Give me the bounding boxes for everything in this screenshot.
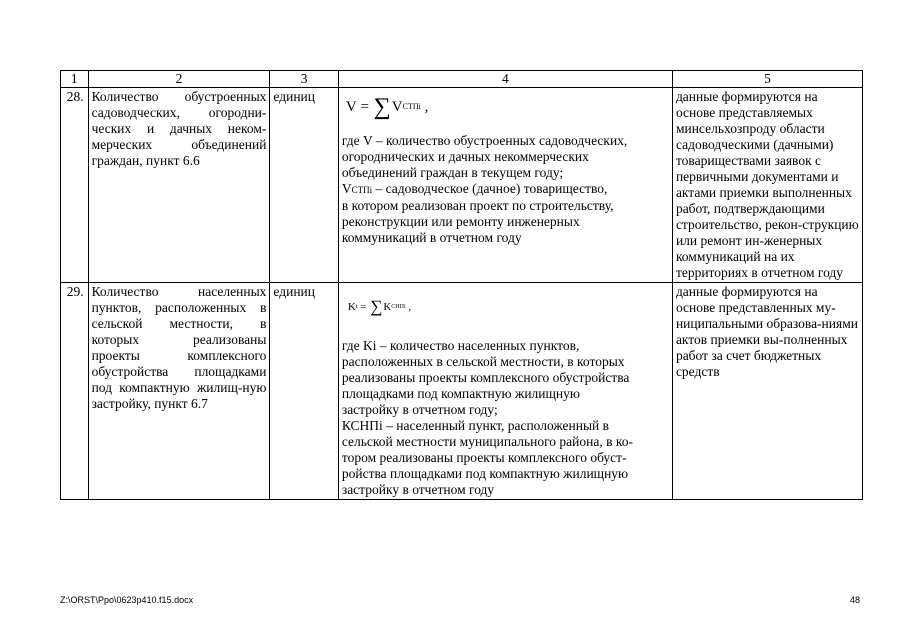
formula-tail: , (405, 301, 412, 313)
formula-sub: СТПi (402, 102, 421, 111)
indicator-name: Количество населенных пунктов, расположенных в сельской местности, в которых реализованы проекты комплексного обустройства площадками под компактную жилищ-ную застройку, пункт 6.7 (88, 283, 270, 500)
table-row (61, 283, 863, 500)
formula-description (342, 133, 669, 246)
unit-cell: единиц (270, 88, 338, 283)
file-path: Z:\ORST\Ppo\0623p410.f15.docx (60, 595, 194, 605)
description-line: ройства площадками под компактную жилищную (341, 466, 629, 481)
page-number: 48 (849, 595, 860, 605)
description-line: где Ki – количество населенных пунктов, (341, 338, 580, 353)
description-line: КСНПi – населенный пункт, расположенный в (341, 418, 610, 433)
description-line: огороднических и дачных некоммерческих (341, 149, 589, 164)
var-symbol: V (341, 181, 352, 196)
var-text: – садоводческое (дачное) товарищество, (372, 181, 608, 196)
formula-var: V (391, 99, 403, 115)
indicator-name: Количество обустроенных садоводческих, огородни-ческих и дачных неком-мерческих объединений граждан, пункт 6.6 (88, 88, 270, 283)
description-line: застройку в отчетном году (341, 482, 495, 497)
unit-cell: единиц (270, 283, 338, 500)
formula-cell (338, 88, 672, 283)
data-source: данные формируются на основе представленных му-ниципальными образова-ниями актов приемки вы-полненных работ за счет бюджетных средств (672, 283, 862, 500)
var-sub: СТПi (351, 185, 373, 195)
formula-description (342, 338, 669, 498)
formula-var: K (383, 301, 392, 313)
description-line: реконструкции или ремонту инженерных (341, 214, 580, 229)
formula (342, 284, 669, 330)
description-line: в котором реализован проект по строительству, (341, 198, 614, 213)
sum-symbol: ∑ (370, 297, 383, 316)
formula-sub: СНПi (391, 304, 406, 310)
formula-lhs: K (347, 301, 356, 313)
description-line: расположенных в сельской местности, в которых (341, 354, 625, 369)
formula-lhs: V (345, 99, 357, 115)
table-header-row (61, 71, 863, 88)
description-line: объединений граждан в текущем году; (341, 165, 564, 180)
description-line: площадками под компактную жилищную (341, 386, 580, 401)
description-line: застройку в отчетном году; (341, 402, 498, 417)
column-header: 4 (338, 71, 672, 88)
description-line (342, 181, 669, 198)
data-source: данные формируются на основе представляемых минсельхозпроду области садоводческими (дачными) товариществами заявок с первичными документами и актами приемки выполненных работ, подтверждающими строительство, рекон-струкцию или ремонт ин-женерных коммуникаций на их территориях в отчетном году (672, 88, 862, 283)
formula-tail: , (420, 99, 429, 115)
formula-cell (338, 283, 672, 500)
formula-lhs-sub: i (355, 304, 358, 310)
column-header: 2 (88, 71, 270, 88)
column-header: 5 (672, 71, 862, 88)
row-number: 29. (61, 283, 89, 500)
table-row (61, 88, 863, 283)
column-header: 1 (61, 71, 89, 88)
column-header: 3 (270, 71, 338, 88)
description-line: реализованы проекты комплексного обустройства (341, 370, 630, 385)
description-line: коммуникаций в отчетном году (341, 230, 522, 245)
indicator-table (60, 70, 863, 500)
formula-eq: = (357, 301, 370, 313)
formula (342, 89, 669, 125)
description-line: где V – количество обустроенных садоводческих, (341, 133, 628, 148)
formula-eq: = (356, 99, 373, 115)
description-line: тором реализованы проекты комплексного обуст- (341, 450, 627, 465)
description-line: сельской местности муниципального района, в ко- (341, 434, 633, 449)
row-number: 28. (61, 88, 89, 283)
sum-symbol: ∑ (373, 94, 391, 120)
